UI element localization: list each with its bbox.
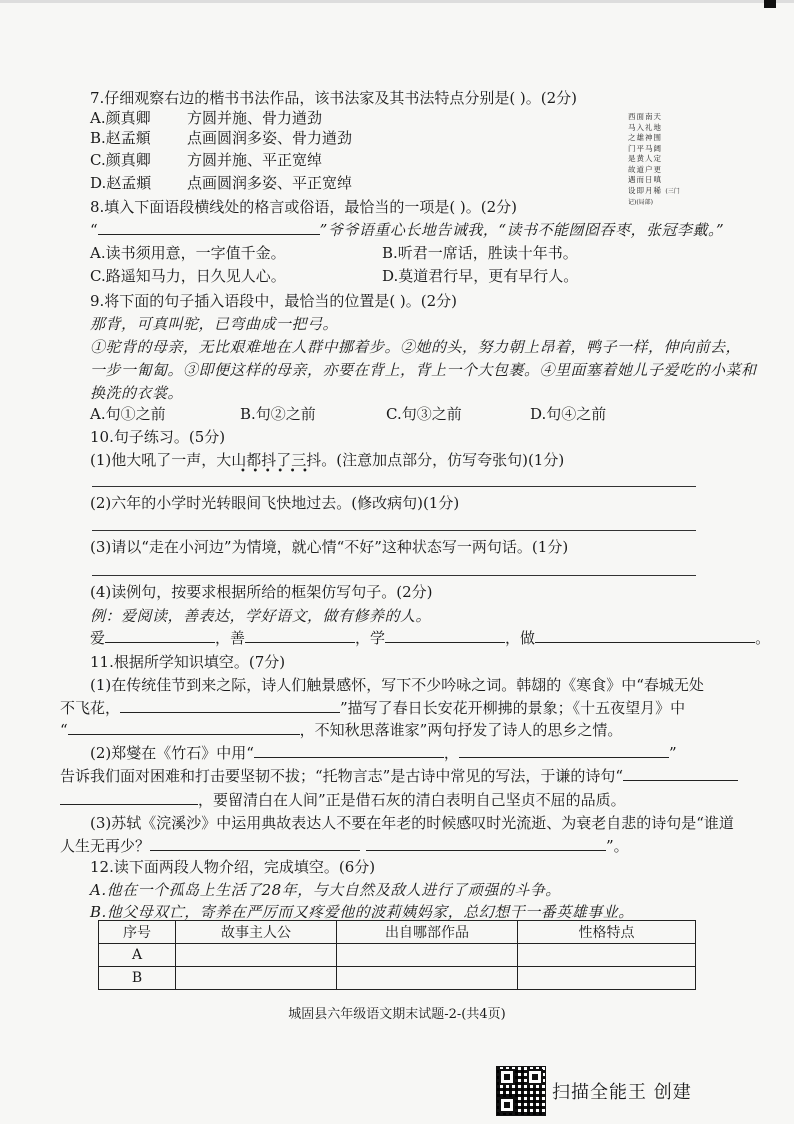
q8-quote-open: “ bbox=[90, 221, 98, 239]
q11-blank-1[interactable] bbox=[120, 698, 340, 713]
q8-passage bbox=[90, 220, 724, 240]
q10-s1: (1)他大吼了一声，大山都抖了三抖。(注意加点部分，仿写夸张句)(1分) bbox=[90, 451, 565, 469]
q11-blank-5[interactable] bbox=[623, 766, 738, 781]
calligraphy-line: 故道户更 bbox=[628, 164, 662, 174]
q10-s2-answer-line[interactable] bbox=[92, 530, 696, 531]
q11-blank-8[interactable] bbox=[366, 836, 606, 851]
q8-option-d: D.莫道君行早，更有早行人。 bbox=[382, 267, 579, 285]
q10-s3: (3)请以“走在小河边”为情境，就心情“不好”这种状态写一两句话。(1分) bbox=[90, 538, 569, 556]
q10-frame bbox=[90, 628, 770, 648]
scan-corner-mark bbox=[764, 0, 776, 8]
row-label: A bbox=[99, 944, 176, 967]
calligraphy-caption: (三门记)(局部) bbox=[628, 187, 680, 206]
q11-p3b-start: 人生无再少？ bbox=[60, 837, 151, 855]
q7-option-a bbox=[90, 108, 323, 128]
q7-option-c bbox=[90, 150, 323, 170]
table-header: 故事主人公 bbox=[176, 921, 337, 944]
row-label: B bbox=[99, 967, 176, 990]
q7-option-b bbox=[90, 128, 353, 148]
q12-a: A.他在一个孤岛上生活了28年，与大自然及敌人进行了顽强的斗争。 bbox=[90, 881, 561, 899]
table-header: 性格特点 bbox=[518, 921, 696, 944]
q11-blank-2[interactable] bbox=[68, 720, 300, 735]
q11-p1a: (1)在传统佳节到来之际，诗人们触景感怀，写下不少吟咏之词。韩翃的《寒食》中“春城无处 bbox=[90, 676, 704, 694]
q11-p1b bbox=[60, 698, 685, 718]
calligraphy-sample bbox=[628, 112, 688, 209]
calligraphy-line: 门平马阔 bbox=[628, 143, 662, 153]
q11-p1b-end: ”描写了春日长安花开柳拂的景象；《十五夜望月》中 bbox=[340, 699, 686, 717]
q7-option-c-key: C.颜真卿 bbox=[90, 151, 151, 169]
q11-blank-6[interactable] bbox=[60, 790, 198, 805]
q11-p2b bbox=[60, 766, 738, 786]
answer-cell[interactable] bbox=[176, 967, 337, 990]
q7-option-d bbox=[90, 173, 353, 193]
q8-option-b: B.听君一席话，胜读十年书。 bbox=[382, 244, 578, 262]
answer-cell[interactable] bbox=[518, 967, 696, 990]
q11-p1c-start: “ bbox=[60, 721, 68, 739]
q11-p1c-end: ，不知秋思落谁家”两句抒发了诗人的思乡之情。 bbox=[299, 721, 623, 739]
q7-option-c-text: 方圆并施、平正宽绰 bbox=[187, 151, 323, 169]
q7-option-d-key: D.赵孟頫 bbox=[90, 174, 152, 192]
frame-blank[interactable] bbox=[105, 628, 215, 643]
frame-word: ，善 bbox=[215, 629, 246, 647]
qr-finder bbox=[499, 1069, 515, 1085]
scan-top-edge bbox=[0, 0, 794, 3]
q10-s3-answer-line[interactable] bbox=[92, 575, 696, 576]
table-header-row bbox=[99, 921, 696, 944]
table-header: 出自哪部作品 bbox=[337, 921, 518, 944]
q9-stem: 9.将下面的句子插入语段中，最恰当的位置是( )。(2分) bbox=[90, 292, 458, 310]
calligraphy-line: 之雄神围 bbox=[628, 133, 662, 142]
q7-option-b-key: B.赵孟頫 bbox=[90, 129, 151, 147]
q11-blank-7[interactable] bbox=[150, 836, 360, 851]
q9-paragraph-line-2: 一步一匍匐。③即便这样的母亲，亦要在背上，背上一个大包裹。④里面塞着她儿子爱吃的小菜和 bbox=[90, 361, 757, 379]
q11-p3b-end: ”。 bbox=[606, 837, 629, 855]
qr-finder bbox=[527, 1069, 543, 1085]
q7-option-d-text: 点画圆润多姿、平正宽绰 bbox=[187, 174, 353, 192]
frame-word: ，做 bbox=[505, 629, 536, 647]
table-header: 序号 bbox=[99, 921, 176, 944]
calligraphy-line: 西面南天 bbox=[628, 112, 662, 121]
q11-p2a bbox=[90, 743, 677, 763]
q10-s2: (2)六年的小学时光转眼间飞快地过去。(修改病句)(1分) bbox=[90, 494, 460, 512]
q11-p2c bbox=[60, 790, 626, 810]
answer-cell[interactable] bbox=[176, 944, 337, 967]
frame-word: 爱 bbox=[90, 629, 106, 647]
scanner-watermark: 扫描全能王 创建 bbox=[552, 1082, 692, 1103]
q10-stem: 10.句子练习。(5分) bbox=[90, 428, 226, 446]
calligraphy-line: 马入礼地 bbox=[628, 122, 662, 132]
q7-stem: 7.仔细观察右边的楷书书法作品，该书法家及其书法特点分别是( )。(2分) bbox=[90, 89, 578, 107]
q11-blank-4[interactable] bbox=[459, 743, 669, 758]
q9-option-d: D.句④之前 bbox=[530, 405, 607, 423]
frame-word: 。 bbox=[755, 629, 771, 647]
table-row bbox=[99, 944, 696, 967]
frame-blank[interactable] bbox=[535, 628, 755, 643]
table-row bbox=[99, 967, 696, 990]
qr-code-icon bbox=[496, 1066, 546, 1116]
q11-p2a-mid: ， bbox=[443, 744, 459, 762]
qr-finder bbox=[499, 1097, 515, 1113]
q8-option-c: C.路遥知马力，日久见人心。 bbox=[90, 267, 286, 285]
q9-option-c: C.句③之前 bbox=[386, 405, 462, 423]
page-footer: 城固县六年级语文期末试题-2-(共4页) bbox=[288, 1007, 506, 1022]
q8-answer-blank[interactable] bbox=[98, 220, 320, 235]
q7-option-a-text: 方圆并施、骨力遒劲 bbox=[187, 109, 323, 127]
calligraphy-line: 遇而日嗔 bbox=[628, 175, 662, 184]
q9-option-b: B.句②之前 bbox=[240, 405, 316, 423]
calligraphy-line: 设即月稀 (三门记)(局部) bbox=[628, 185, 680, 206]
q9-option-a: A.句①之前 bbox=[90, 405, 166, 423]
frame-word: ，学 bbox=[355, 629, 386, 647]
q11-p2b-text: 告诉我们面对困难和打击要坚韧不拔；“托物言志”是古诗中常见的写法，于谦的诗句“ bbox=[60, 767, 624, 785]
q11-p3b bbox=[60, 836, 629, 856]
q11-blank-3[interactable] bbox=[254, 743, 444, 758]
frame-blank[interactable] bbox=[385, 628, 505, 643]
emphasis-dots: •••••• bbox=[240, 466, 315, 477]
q11-p2a-start: (2)郑燮在《竹石》中用“ bbox=[90, 744, 254, 762]
calligraphy-line: 是黄人定 bbox=[628, 154, 662, 163]
q11-p2a-end: ” bbox=[668, 744, 677, 762]
q12-b: B.他父母双亡，寄养在严厉而又疼爱他的波莉姨妈家，总幻想干一番英雄事业。 bbox=[90, 903, 634, 921]
q7-option-a-key: A.颜真卿 bbox=[90, 109, 151, 127]
answer-cell[interactable] bbox=[337, 967, 518, 990]
q11-p2c-text: ，要留清白在人间”正是借石灰的清白表明自己坚贞不屈的品质。 bbox=[198, 791, 626, 809]
answer-cell[interactable] bbox=[518, 944, 696, 967]
q9-paragraph-line-3: 换洗的衣裳。 bbox=[90, 384, 184, 402]
q8-stem: 8.填入下面语段横线处的格言或俗语，最恰当的一项是( )。(2分) bbox=[90, 198, 518, 216]
q11-p1b-start: 不飞花， bbox=[60, 699, 121, 717]
q7-option-b-text: 点画圆润多姿、骨力遒劲 bbox=[187, 129, 353, 147]
q9-sentence: 那背，可真叫驼，已弯曲成一把弓。 bbox=[90, 315, 339, 333]
character-table bbox=[98, 920, 696, 990]
q8-option-a: A.读书须用意，一字值千金。 bbox=[90, 244, 286, 262]
q10-example: 例：爱阅读，善表达，学好语文，做有修养的人。 bbox=[90, 607, 432, 625]
q11-p1c bbox=[60, 720, 622, 740]
q9-paragraph-line-1: ①驼背的母亲，无比艰难地在人群中挪着步。②她的头，努力朝上昂着，鸭子一样，伸向前去， bbox=[90, 338, 742, 356]
q12-stem: 12.读下面两段人物介绍，完成填空。(6分) bbox=[90, 858, 376, 876]
frame-blank[interactable] bbox=[245, 628, 355, 643]
q8-passage-text: ”爷爷语重心长地告诫我，“读书不能囫囵吞枣，张冠李戴。” bbox=[319, 221, 725, 239]
q11-p3a: (3)苏轼《浣溪沙》中运用典故表达人不要在年老的时候感叹时光流逝、为衰老自悲的诗句是“谁道 bbox=[90, 814, 734, 832]
q11-stem: 11.根据所学知识填空。(7分) bbox=[90, 653, 286, 671]
answer-cell[interactable] bbox=[337, 944, 518, 967]
q10-s1-answer-line[interactable] bbox=[92, 486, 696, 487]
q10-s4: (4)读例句，按要求根据所给的框架仿写句子。(2分) bbox=[90, 583, 433, 601]
